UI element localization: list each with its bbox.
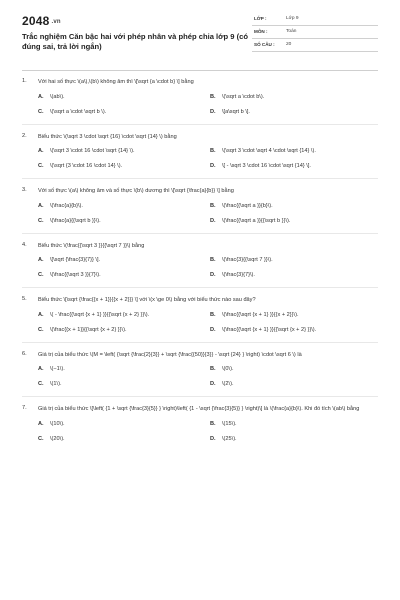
info-table <box>252 13 378 52</box>
option-text: \(25\). <box>222 435 237 442</box>
option-grid <box>0 203 400 224</box>
option-d[interactable] <box>210 218 382 224</box>
info-row-subject <box>252 26 378 39</box>
info-key: SỐ CÂU : <box>254 42 275 47</box>
option-label: D. <box>210 163 216 169</box>
option-label: B. <box>210 148 216 154</box>
option-label: D. <box>210 381 216 387</box>
question-separator <box>22 287 378 288</box>
option-label: A. <box>38 93 44 100</box>
info-key: MÔN : <box>254 29 268 34</box>
option-a[interactable] <box>38 257 210 263</box>
option-a[interactable] <box>38 312 210 318</box>
question-number: 7. <box>22 405 27 411</box>
option-c[interactable] <box>38 381 210 387</box>
option-text: \(\sqrt {3 \cdot 16 \cdot 14} \). <box>50 163 123 169</box>
question-list <box>0 78 400 442</box>
question-item <box>0 405 400 442</box>
option-text: \(20\). <box>50 435 65 442</box>
question-separator <box>22 178 378 179</box>
option-text: \(\sqrt a \cdot b\). <box>222 93 265 100</box>
option-text: \(\frac{{\sqrt 3 }}{7}\). <box>50 272 101 278</box>
option-a[interactable] <box>38 203 210 209</box>
option-text: \(\sqrt 3 \cdot 16 \cdot \sqrt {14} \). <box>50 148 135 154</box>
question-text: Biểu thức \[\sqrt {\frac{{x + 1}}{{x + 2}}} \] với \(x \ge 0\) bằng với biểu thức nào sau đây? <box>38 297 256 303</box>
option-label: A. <box>38 420 44 427</box>
option-text: \[ - \sqrt 3 \cdot 16 \cdot \sqrt {14} \]. <box>222 163 311 169</box>
option-a[interactable] <box>38 421 210 427</box>
option-grid <box>0 421 400 442</box>
option-text: \( - \frac{{\sqrt {x + 1} }}{{\sqrt {x + 2} }}\). <box>50 311 150 318</box>
option-c[interactable] <box>38 272 210 278</box>
option-label: A. <box>38 311 44 318</box>
option-text: \(\frac{3}{7}\). <box>222 272 255 278</box>
option-label: A. <box>38 366 44 372</box>
option-label: A. <box>38 257 44 263</box>
question-number: 2. <box>22 132 27 139</box>
info-row-count <box>252 39 378 52</box>
option-text: \[a\sqrt b \]. <box>222 108 250 115</box>
site-logo[interactable] <box>22 14 61 28</box>
document-title: Trắc nghiệm Căn bậc hai với phép nhân và phép chia lớp 9 (có đúng sai, trả lời ngắn) <box>22 32 249 51</box>
option-label: B. <box>210 420 216 427</box>
option-label: C. <box>38 108 44 115</box>
option-c[interactable] <box>38 436 210 442</box>
question-text: Giá trị của biểu thức \[\left( {1 + \sqrt {\frac{3}{5}} } \right)\left( {1 - \sqrt {\frac{3}{5}} } \right)\] là \(\frac{a}{b}\). Khi đó tích \(ab\) bằng <box>38 406 360 412</box>
question-text: Giá trị của biểu thức \(M = \left( {\sqrt {\frac{2}{3}} + \sqrt {\frac{{50}}{3}} - \sqrt {24} } \right) \cdot \sqrt 6 \) là <box>38 351 302 358</box>
option-text: \(\frac{a}{{\sqrt b }}\). <box>50 217 101 224</box>
question-text: Biểu thức \(\frac{{\sqrt 3 }}{{\sqrt 7 }}\) bằng <box>38 242 145 249</box>
option-text: \(0\). <box>222 366 234 372</box>
logo-tld: .vn <box>51 18 61 25</box>
header-divider <box>22 70 378 71</box>
question-text: Với số thực \(a\) không âm và số thực \(b\) dương thì \[\sqrt {\frac{a}{b}} \] bằng <box>38 188 234 194</box>
option-text: \(\sqrt a \cdot \sqrt b \). <box>50 108 107 115</box>
option-label: D. <box>210 272 216 278</box>
option-text: \(1\). <box>50 381 62 387</box>
option-label: D. <box>210 326 216 333</box>
logo-main: 2048 <box>22 14 50 28</box>
question-item <box>0 78 400 125</box>
question-separator <box>22 396 378 397</box>
question-item <box>0 242 400 289</box>
question-item <box>0 187 400 234</box>
question-separator <box>22 233 378 234</box>
option-text: \(10\). <box>50 420 65 427</box>
option-text: \[\sqrt {\frac{3}{7}} \]. <box>50 257 101 263</box>
option-label: A. <box>38 148 44 154</box>
option-d[interactable] <box>210 109 382 115</box>
question-number: 1. <box>22 78 27 84</box>
question-number: 5. <box>22 296 27 302</box>
option-label: D. <box>210 217 216 224</box>
option-label: A. <box>38 202 44 209</box>
option-label: B. <box>210 366 216 372</box>
option-b[interactable] <box>210 257 382 263</box>
option-c[interactable] <box>38 218 210 224</box>
option-d[interactable] <box>210 381 382 387</box>
info-value: Toán <box>286 29 297 34</box>
option-label: C. <box>38 217 44 224</box>
option-a[interactable] <box>38 366 210 372</box>
option-text: \(\frac{3}{{\sqrt 7 }}\). <box>222 257 273 263</box>
question-number: 6. <box>22 350 27 357</box>
info-row-grade <box>252 13 378 26</box>
option-label: C. <box>38 435 44 442</box>
question-item <box>0 296 400 343</box>
option-label: B. <box>210 93 216 100</box>
option-grid <box>0 312 400 333</box>
option-c[interactable] <box>38 327 210 333</box>
option-c[interactable] <box>38 109 210 115</box>
question-item <box>0 351 400 398</box>
question-number: 4. <box>22 241 27 248</box>
option-grid <box>0 257 400 278</box>
option-label: B. <box>210 311 216 318</box>
question-number: 3. <box>22 187 27 193</box>
option-label: D. <box>210 108 216 115</box>
option-label: C. <box>38 381 44 387</box>
option-text: \(\frac{a}{b}\). <box>50 202 83 209</box>
option-b[interactable] <box>210 312 382 318</box>
option-a[interactable] <box>38 148 210 154</box>
option-b[interactable] <box>210 94 382 100</box>
option-d[interactable] <box>210 272 382 278</box>
option-text: \(ab\). <box>50 93 65 100</box>
option-c[interactable] <box>38 163 210 169</box>
option-label: C. <box>38 163 44 169</box>
option-text: \(\frac{{\sqrt a }}{{\sqrt b }}\). <box>222 217 291 224</box>
question-separator <box>22 124 378 125</box>
option-text: \(\frac{{\sqrt {x + 1} }}{{\sqrt {x + 2} }}\). <box>222 326 317 333</box>
option-label: B. <box>210 202 216 209</box>
option-b[interactable] <box>210 421 382 427</box>
option-text: \(15\). <box>222 420 237 427</box>
document-header <box>0 0 400 68</box>
option-b[interactable] <box>210 366 382 372</box>
option-b[interactable] <box>210 203 382 209</box>
option-text: \(\frac{{\sqrt a }}{b}\). <box>222 202 273 209</box>
option-text: \(2\). <box>222 381 234 387</box>
question-item <box>0 133 400 180</box>
option-grid <box>0 148 400 169</box>
option-text: \(\frac{{\sqrt {x + 1} }}{{x + 2}}\). <box>222 311 299 318</box>
option-text: \(\sqrt 3 \cdot \sqrt 4 \cdot \sqrt {14} \). <box>222 148 316 154</box>
option-grid <box>0 94 400 115</box>
option-grid <box>0 366 400 387</box>
option-d[interactable] <box>210 436 382 442</box>
info-value: 20 <box>286 42 292 47</box>
option-text: \(−1\). <box>50 366 65 372</box>
option-label: C. <box>38 272 44 278</box>
option-a[interactable] <box>38 94 210 100</box>
option-label: D. <box>210 435 216 442</box>
question-text: Với hai số thực \(a\),\(b\) không âm thì \[\sqrt {a \cdot b} \] bằng <box>38 79 194 85</box>
info-value: Lớp 9 <box>286 16 299 21</box>
option-d[interactable] <box>210 327 382 333</box>
option-text: \(\frac{{x + 1}}{{\sqrt {x + 2} }}\). <box>50 326 127 333</box>
option-label: B. <box>210 257 216 263</box>
option-label: C. <box>38 326 44 333</box>
option-b[interactable] <box>210 148 382 154</box>
info-key: LỚP : <box>254 16 267 21</box>
question-text: Biểu thức \(\sqrt 3 \cdot \sqrt {16} \cdot \sqrt {14} \) bằng <box>38 133 177 140</box>
question-separator <box>22 342 378 343</box>
option-d[interactable] <box>210 163 382 169</box>
